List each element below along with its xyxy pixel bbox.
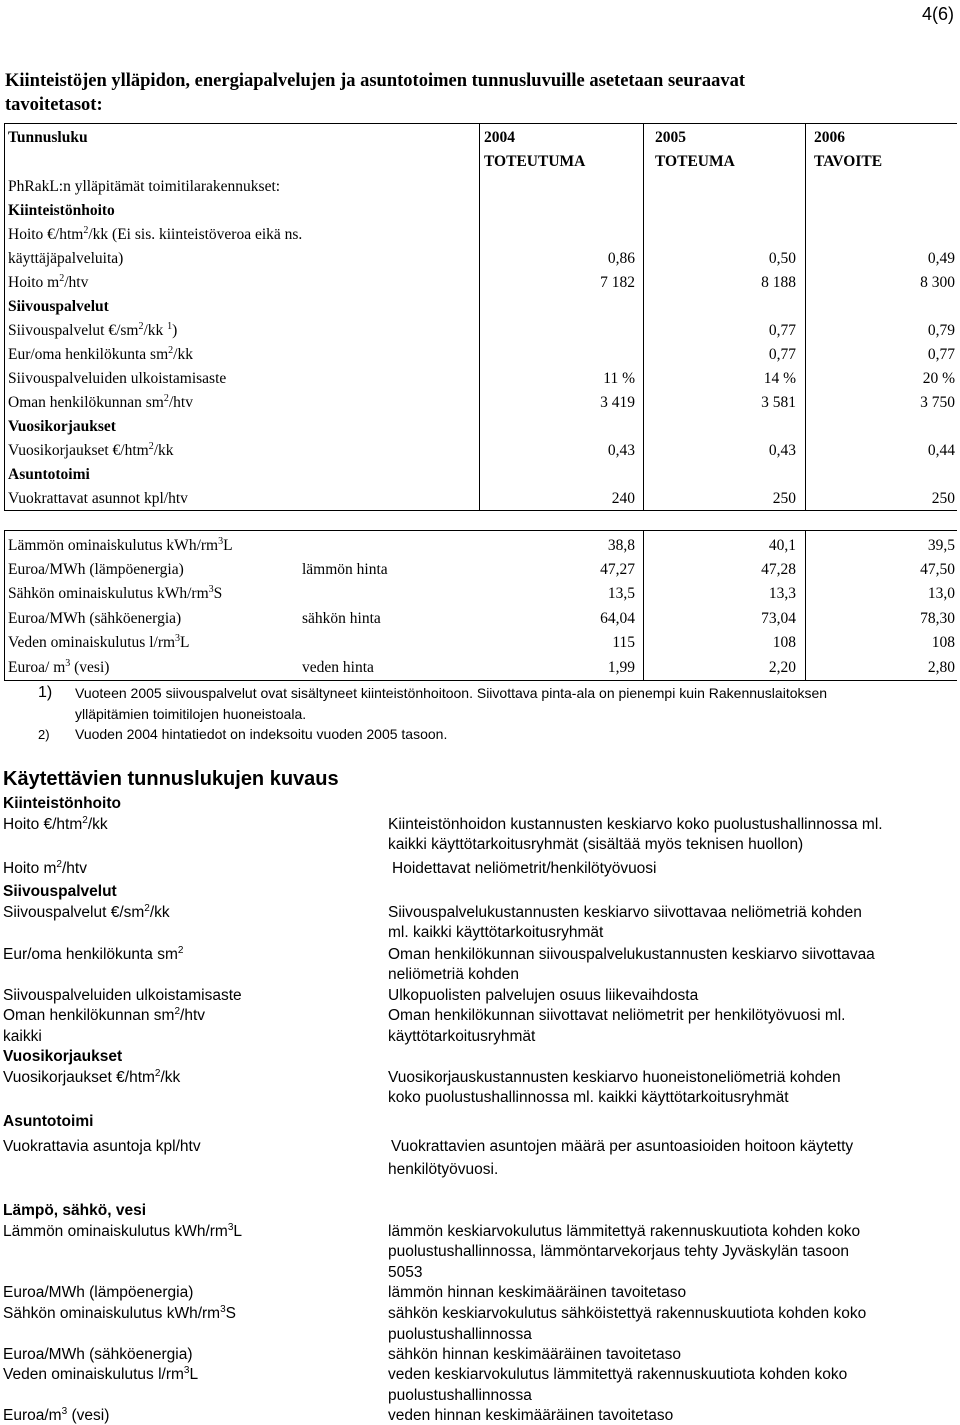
col-header-2004-sub: TOTEUTUMA — [484, 153, 586, 170]
col-header-2006: 2006 — [814, 129, 845, 146]
energy-row-label: Euroa/MWh (sähköenergia) — [8, 610, 182, 627]
desc-title: Käytettävien tunnuslukujen kuvaus — [3, 768, 339, 790]
cell: 108 — [931, 634, 955, 651]
desc-label: Oman henkilökunnan $sm^2$/htv — [3, 1006, 206, 1024]
cell: 47,27 — [600, 561, 635, 578]
cell: 3 750 — [920, 394, 955, 411]
cell: 78,30 — [920, 610, 955, 627]
row-hoito-label-cont: käyttäjäpalveluita) — [8, 250, 124, 267]
cell: 39,5 — [927, 537, 955, 554]
desc-label: Eur/oma henkilökunta $sm^2$ — [3, 945, 184, 963]
desc-text: Oman henkilökunnan siivottavat neliömetrit per henkilötyövuosi ml. — [388, 1007, 846, 1024]
desc-text: lämmön hinnan keskimääräinen tavoitetaso — [388, 1284, 687, 1301]
energy-row-label: Lämmön ominaiskulutus kWh/$rm^3L$ — [8, 536, 233, 554]
desc-text: henkilötyövuosi. — [388, 1161, 499, 1178]
cell: 3 419 — [600, 394, 635, 411]
desc-text: puolustushallinnossa — [388, 1387, 532, 1404]
desc-text: koko puolustushallinnossa ml. kaikki käyttötarkoitusryhmät — [388, 1089, 789, 1106]
desc-label: Euroa/$m^3$ (vesi) — [3, 1406, 110, 1424]
desc-label: Hoito $m^2$/htv — [3, 859, 87, 877]
col-header-2005-sub: TOTEUMA — [655, 153, 735, 170]
desc-heading: Asuntotoimi — [3, 1113, 94, 1130]
cell: 20 % — [922, 370, 955, 387]
desc-label: Vuosikorjaukset €/htm$^2$/kk — [3, 1068, 181, 1086]
energy-row-label: Euroa/MWh (lämpöenergia) — [8, 561, 184, 578]
desc-text: Oman henkilökunnan siivouspalvelukustannusten keskiarvo siivottavaa — [388, 946, 875, 963]
cell: 73,04 — [761, 610, 796, 627]
desc-text: neliömetriä kohden — [388, 966, 519, 983]
section-asuntotoimi: Asuntotoimi — [8, 466, 90, 483]
desc-label: Siivouspalvelut $€/sm^2/kk$ — [3, 903, 170, 921]
row-ulkoistamisaste-label: Siivouspalveluiden ulkoistamisaste — [8, 370, 227, 387]
cell: 0,49 — [927, 250, 955, 267]
section-kiinteistonhoito: Kiinteistönhoito — [8, 202, 115, 219]
desc-label: Veden ominaiskulutus $l/rm^3L$ — [3, 1365, 199, 1383]
desc-text: veden keskiarvokulutus lämmitettyä rakennuskuutiota kohden koko — [388, 1366, 848, 1383]
cell: 3 581 — [761, 394, 796, 411]
row-oman-henk-htv-label: Oman henkilökunnan $sm^2$/htv — [8, 393, 193, 411]
page-heading-cont: tavoitetasot: — [5, 95, 103, 115]
cell: 40,1 — [768, 537, 796, 554]
desc-text: puolustushallinnossa, lämmöntarvekorjaus tehty Jyväskylän tasoon — [388, 1243, 849, 1260]
desc-label: kaikki — [3, 1028, 42, 1045]
footnote-1-number: 1) — [38, 684, 53, 701]
section-vuosikorjaukset: Vuosikorjaukset — [8, 418, 116, 435]
desc-heading: Vuosikorjaukset — [3, 1048, 123, 1065]
desc-text: Ulkopuolisten palvelujen osuus liikevaihdosta — [388, 987, 699, 1004]
cell: 0,44 — [927, 442, 955, 459]
desc-label: Vuokrattavia asuntoja kpl/htv — [3, 1138, 201, 1155]
cell: 0,77 — [768, 346, 796, 363]
cell: 240 — [611, 490, 635, 507]
cell: 0,86 — [607, 250, 635, 267]
cell: 0,77 — [927, 346, 955, 363]
desc-label: Sähkön ominaiskulutus kWh/$rm^3S$ — [3, 1304, 236, 1322]
cell: 14 % — [763, 370, 796, 387]
desc-text: sähkön hinnan keskimääräinen tavoitetaso — [388, 1346, 681, 1363]
cell: 13,0 — [927, 585, 955, 602]
col-header-tunnusluku: Tunnusluku — [8, 129, 88, 146]
cell: 64,04 — [600, 610, 635, 627]
energy-row-label: Veden ominaiskulutus $l/rm^3L$ — [8, 633, 190, 651]
desc-text: kaikki käyttötarkoitusryhmät (sisältää myös teknisen huollon) — [388, 836, 804, 853]
row-siivous-label: Siivouspalvelut $€/sm^2/kk$ $^1$) — [8, 321, 178, 339]
cell: 13,3 — [768, 585, 796, 602]
cell: 0,43 — [607, 442, 635, 459]
cell: 47,50 — [920, 561, 955, 578]
desc-label: Euroa/MWh (sähköenergia) — [3, 1346, 193, 1363]
cell: 0,77 — [768, 322, 796, 339]
cell: 1,99 — [607, 659, 635, 676]
cell: 7 182 — [600, 274, 635, 291]
energy-row-mid: sähkön hinta — [302, 610, 381, 627]
cell: 38,8 — [607, 537, 635, 554]
desc-text: lämmön keskiarvokulutus lämmitettyä rakennuskuutiota kohden koko — [388, 1223, 861, 1240]
cell: 13,5 — [607, 585, 635, 602]
energy-row-mid: veden hinta — [302, 659, 374, 676]
desc-label: Hoito €/htm$^2$/kk — [3, 815, 108, 833]
cell: 2,20 — [768, 659, 796, 676]
energy-row-label: Sähkön ominaiskulutus kWh/$rm^3S$ — [8, 584, 223, 602]
cell: 250 — [772, 490, 796, 507]
desc-text: Hoidettavat neliömetrit/henkilötyövuosi — [392, 860, 657, 877]
row-hoito-label: Hoito €/htm$^2$/kk (Ei sis. kiinteistöveroa eikä ns. — [8, 225, 303, 243]
desc-text: Siivouspalvelukustannusten keskiarvo siivottavaa neliömetriä kohden — [388, 904, 862, 921]
cell: 8 300 — [920, 274, 955, 291]
desc-text: puolustushallinnossa — [388, 1326, 532, 1343]
col-header-2005: 2005 — [655, 129, 686, 146]
desc-text: sähkön keskiarvokulutus sähköistettyä rakennuskuutiota kohden koko — [388, 1305, 867, 1322]
cell: 8 188 — [761, 274, 796, 291]
desc-text: Kiinteistönhoidon kustannusten keskiarvo koko puolustushallinnossa ml. — [388, 816, 883, 833]
footnote-2-text: Vuoden 2004 hintatiedot on indeksoitu vuoden 2005 tasoon. — [75, 726, 448, 742]
cell: 250 — [931, 490, 955, 507]
col-header-2006-sub: TAVOITE — [814, 153, 883, 170]
desc-heading: Kiinteistönhoito — [3, 795, 121, 812]
col-header-2004: 2004 — [484, 129, 515, 146]
desc-heading: Siivouspalvelut — [3, 883, 117, 900]
desc-text: Vuosikorjauskustannusten keskiarvo huoneistoneliömetriä kohden — [388, 1069, 841, 1086]
row-hoito-m2-label: Hoito $m^2$/htv — [8, 273, 89, 291]
desc-heading: Lämpö, sähkö, vesi — [3, 1202, 146, 1219]
cell: 108 — [772, 634, 796, 651]
intro-text: PhRakL:n ylläpitämät toimitilarakennukset: — [8, 178, 281, 195]
footnote-1-text: Vuoteen 2005 siivouspalvelut ovat sisältyneet kiinteistönhoitoon. Siivottava pinta-ala on pienempi kuin Rakennuslaitoksen — [75, 685, 828, 701]
cell: 0,43 — [768, 442, 796, 459]
page-number: 4(6) — [921, 4, 954, 24]
desc-text: käyttötarkoitusryhmät — [388, 1028, 536, 1045]
desc-label: Euroa/MWh (lämpöenergia) — [3, 1284, 194, 1301]
row-vuosikorjaukset-label: Vuosikorjaukset €/htm$^2$/kk — [8, 441, 174, 459]
desc-text: veden hinnan keskimääräinen tavoitetaso — [388, 1407, 674, 1424]
energy-row-label: Euroa/ $m^3$ (vesi) — [8, 658, 110, 676]
desc-label: Lämmön ominaiskulutus kWh/$rm^3L$ — [3, 1222, 243, 1240]
row-oma-henk-label: Eur/oma henkilökunta $sm^2/kk$ — [8, 345, 193, 363]
cell: 115 — [612, 634, 635, 651]
desc-text: ml. kaikki käyttötarkoitusryhmät — [388, 924, 604, 941]
desc-label: Siivouspalveluiden ulkoistamisaste — [3, 987, 242, 1004]
cell: 11 % — [603, 370, 635, 387]
cell: 2,80 — [927, 659, 955, 676]
footnote-1-text-cont: ylläpitämien toimitilojen huoneistoala. — [75, 706, 307, 722]
cell: 0,50 — [768, 250, 796, 267]
desc-text: Vuokrattavien asuntojen määrä per asuntoasioiden hoitoon käytetty — [391, 1138, 854, 1155]
row-vuokrattavat-label: Vuokrattavat asunnot kpl/htv — [8, 490, 188, 507]
cell: 47,28 — [761, 561, 796, 578]
section-siivouspalvelut: Siivouspalvelut — [8, 298, 109, 315]
cell: 0,79 — [927, 322, 955, 339]
footnote-2-number: 2) — [38, 727, 50, 742]
page-heading: Kiinteistöjen ylläpidon, energiapalvelujen ja asuntotoimen tunnusluvuille asetetaan seuraavat — [5, 71, 746, 91]
energy-row-mid: lämmön hinta — [302, 561, 388, 578]
desc-text: 5053 — [388, 1264, 423, 1281]
